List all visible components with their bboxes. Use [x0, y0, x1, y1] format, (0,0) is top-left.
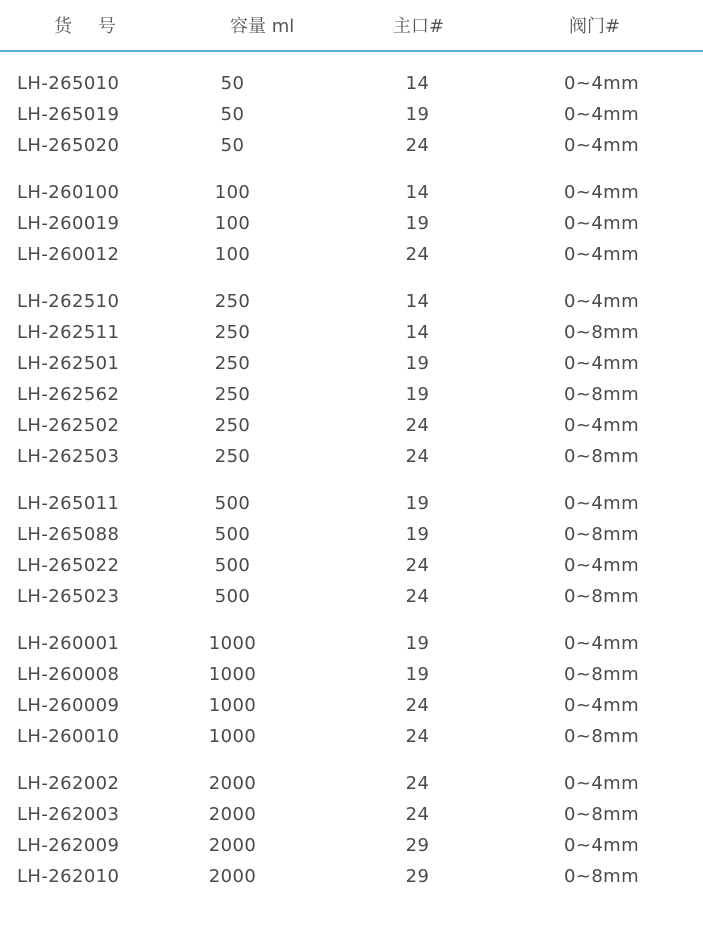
cell-main-port: 19: [405, 213, 430, 234]
cell-main-port: 19: [405, 664, 430, 685]
cell-main-port: 19: [405, 633, 430, 654]
cell-capacity: 250: [214, 353, 251, 374]
table-row: [0, 130, 703, 161]
table-row: [0, 379, 703, 410]
table-row: [0, 519, 703, 550]
header-main-port: 主口#: [393, 16, 445, 37]
cell-item-number: LH-262502: [17, 415, 120, 436]
cell-capacity: 50: [220, 104, 245, 125]
cell-item-number: LH-260010: [17, 726, 120, 747]
cell-item-number: LH-265019: [17, 104, 120, 125]
cell-main-port: 14: [405, 182, 430, 203]
cell-valve: 0~4mm: [564, 773, 640, 794]
table-row: [0, 317, 703, 348]
row-group: [0, 488, 703, 612]
cell-item-number: LH-262009: [17, 835, 120, 856]
cell-capacity: 100: [214, 182, 251, 203]
row-group: [0, 68, 703, 161]
cell-capacity: 2000: [208, 804, 257, 825]
cell-valve: 0~4mm: [564, 835, 640, 856]
cell-main-port: 14: [405, 73, 430, 94]
cell-valve: 0~8mm: [564, 446, 640, 467]
cell-item-number: LH-260001: [17, 633, 120, 654]
cell-valve: 0~4mm: [564, 493, 640, 514]
cell-item-number: LH-265022: [17, 555, 120, 576]
cell-valve: 0~8mm: [564, 866, 640, 887]
cell-valve: 0~4mm: [564, 695, 640, 716]
cell-item-number: LH-260008: [17, 664, 120, 685]
cell-main-port: 19: [405, 493, 430, 514]
cell-main-port: 29: [405, 866, 430, 887]
row-group: [0, 177, 703, 270]
cell-capacity: 2000: [208, 835, 257, 856]
cell-valve: 0~4mm: [564, 244, 640, 265]
row-group: [0, 628, 703, 752]
cell-capacity: 250: [214, 384, 251, 405]
cell-capacity: 100: [214, 244, 251, 265]
cell-capacity: 500: [214, 524, 251, 545]
table-row: [0, 68, 703, 99]
cell-valve: 0~4mm: [564, 353, 640, 374]
cell-main-port: 14: [405, 291, 430, 312]
cell-valve: 0~8mm: [564, 322, 640, 343]
cell-capacity: 50: [220, 135, 245, 156]
cell-valve: 0~8mm: [564, 726, 640, 747]
cell-item-number: LH-262501: [17, 353, 120, 374]
cell-capacity: 500: [214, 493, 251, 514]
table-row: [0, 861, 703, 892]
cell-item-number: LH-265011: [17, 493, 120, 514]
cell-capacity: 50: [220, 73, 245, 94]
cell-valve: 0~4mm: [564, 213, 640, 234]
cell-item-number: LH-262003: [17, 804, 120, 825]
table-row: [0, 348, 703, 379]
cell-capacity: 1000: [208, 726, 257, 747]
cell-main-port: 24: [405, 695, 430, 716]
table-row: [0, 628, 703, 659]
cell-capacity: 1000: [208, 633, 257, 654]
table-row: [0, 799, 703, 830]
cell-main-port: 29: [405, 835, 430, 856]
table-row: [0, 286, 703, 317]
cell-main-port: 14: [405, 322, 430, 343]
table-row: [0, 177, 703, 208]
row-group: [0, 768, 703, 892]
cell-item-number: LH-260100: [17, 182, 120, 203]
table-header: [0, 0, 703, 50]
cell-valve: 0~8mm: [564, 524, 640, 545]
table-body: [0, 52, 703, 892]
cell-capacity: 250: [214, 322, 251, 343]
cell-valve: 0~4mm: [564, 415, 640, 436]
table-row: [0, 99, 703, 130]
cell-capacity: 1000: [208, 664, 257, 685]
cell-capacity: 2000: [208, 773, 257, 794]
table-row: [0, 768, 703, 799]
cell-capacity: 250: [214, 415, 251, 436]
cell-capacity: 1000: [208, 695, 257, 716]
cell-capacity: 2000: [208, 866, 257, 887]
cell-item-number: LH-260019: [17, 213, 120, 234]
cell-item-number: LH-262503: [17, 446, 120, 467]
table-row: [0, 410, 703, 441]
cell-main-port: 24: [405, 415, 430, 436]
cell-item-number: LH-262562: [17, 384, 120, 405]
cell-main-port: 24: [405, 586, 430, 607]
cell-item-number: LH-260012: [17, 244, 120, 265]
table-row: [0, 441, 703, 472]
cell-item-number: LH-262511: [17, 322, 120, 343]
cell-item-number: LH-265020: [17, 135, 120, 156]
table-row: [0, 581, 703, 612]
table-row: [0, 239, 703, 270]
cell-main-port: 24: [405, 804, 430, 825]
table-row: [0, 721, 703, 752]
table-row: [0, 830, 703, 861]
header-capacity: 容量 ml: [230, 16, 295, 37]
cell-valve: 0~4mm: [564, 633, 640, 654]
cell-main-port: 24: [405, 244, 430, 265]
cell-valve: 0~4mm: [564, 135, 640, 156]
cell-valve: 0~8mm: [564, 384, 640, 405]
cell-item-number: LH-265023: [17, 586, 120, 607]
cell-valve: 0~8mm: [564, 804, 640, 825]
cell-item-number: LH-265010: [17, 73, 120, 94]
cell-capacity: 100: [214, 213, 251, 234]
table-row: [0, 659, 703, 690]
header-valve: 阀门#: [569, 16, 621, 37]
cell-item-number: LH-262510: [17, 291, 120, 312]
table-row: [0, 488, 703, 519]
cell-capacity: 500: [214, 555, 251, 576]
cell-valve: 0~8mm: [564, 664, 640, 685]
cell-main-port: 19: [405, 384, 430, 405]
cell-main-port: 19: [405, 524, 430, 545]
cell-item-number: LH-260009: [17, 695, 120, 716]
cell-main-port: 24: [405, 726, 430, 747]
table-row: [0, 208, 703, 239]
cell-item-number: LH-262010: [17, 866, 120, 887]
cell-valve: 0~4mm: [564, 291, 640, 312]
cell-capacity: 250: [214, 446, 251, 467]
cell-main-port: 24: [405, 555, 430, 576]
cell-main-port: 24: [405, 135, 430, 156]
cell-valve: 0~4mm: [564, 104, 640, 125]
cell-capacity: 500: [214, 586, 251, 607]
cell-item-number: LH-262002: [17, 773, 120, 794]
header-item-number: 货 号: [54, 16, 126, 37]
cell-main-port: 19: [405, 353, 430, 374]
cell-main-port: 24: [405, 773, 430, 794]
cell-valve: 0~4mm: [564, 73, 640, 94]
table-row: [0, 550, 703, 581]
cell-valve: 0~4mm: [564, 555, 640, 576]
table-row: [0, 690, 703, 721]
cell-valve: 0~4mm: [564, 182, 640, 203]
row-group: [0, 286, 703, 472]
cell-item-number: LH-265088: [17, 524, 120, 545]
cell-main-port: 19: [405, 104, 430, 125]
cell-valve: 0~8mm: [564, 586, 640, 607]
cell-capacity: 250: [214, 291, 251, 312]
cell-main-port: 24: [405, 446, 430, 467]
